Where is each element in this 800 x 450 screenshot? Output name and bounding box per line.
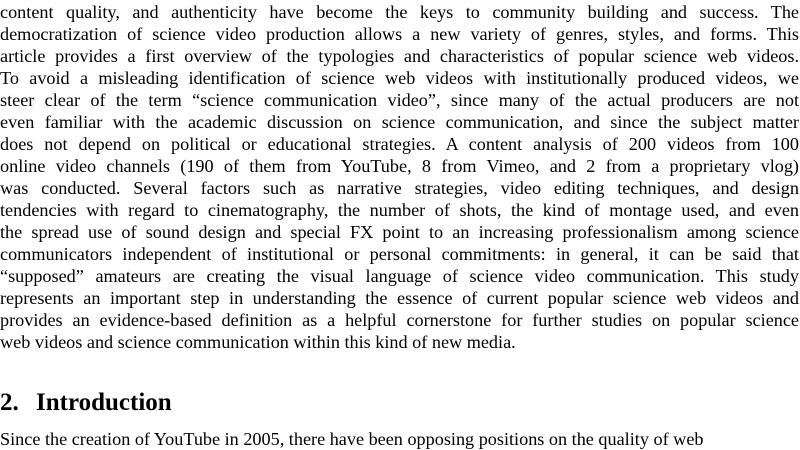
abstract-line: To avoid a misleading identification of science web videos with institutionally produced videos, we: [0, 68, 799, 88]
abstract-line: provides an evidence-based definition as a helpful cornerstone for further studies on popular science: [0, 310, 799, 330]
abstract-line: communicators independent of institutional or personal commitments: in general, it can be said that: [0, 244, 799, 264]
abstract-line-last: web videos and science communication within this kind of new media.: [0, 332, 516, 352]
abstract-line: article provides a first overview of the typologies and characteristics of popular science web videos.: [0, 46, 799, 66]
abstract-line: steer clear of the term “science communication video”, since many of the actual producers are not: [0, 90, 799, 110]
abstract-line: was conducted. Several factors such as narrative strategies, video editing techniques, and design: [0, 178, 799, 198]
abstract-line: democratization of science video production allows a new variety of genres, styles, and forms. This: [0, 24, 799, 44]
intro-line: Since the creation of YouTube in 2005, there have been opposing positions on the quality of web: [0, 429, 704, 449]
abstract-line: even familiar with the academic discussion on science communication, and since the subject matter: [0, 112, 799, 132]
abstract-line: “supposed” amateurs are creating the visual language of science video communication. This study: [0, 266, 799, 286]
abstract-line: the spread use of sound design and special FX point to an increasing professionalism among science: [0, 222, 799, 242]
section-number: 2.: [0, 389, 19, 416]
abstract-line: tendencies with regard to cinematography, the number of shots, the kind of montage used, and even: [0, 200, 799, 220]
abstract-line: content quality, and authenticity have become the keys to community building and success. The: [0, 2, 799, 22]
section-heading: [0, 387, 172, 419]
abstract-line: does not depend on political or educational strategies. A content analysis of 200 videos from 100: [0, 134, 799, 154]
abstract-line: represents an important step in understanding the essence of current popular science web videos and: [0, 288, 799, 308]
abstract-line: online video channels (190 of them from YouTube, 8 from Vimeo, and 2 from a proprietary vlog): [0, 156, 799, 176]
section-title: Introduction: [36, 389, 172, 416]
